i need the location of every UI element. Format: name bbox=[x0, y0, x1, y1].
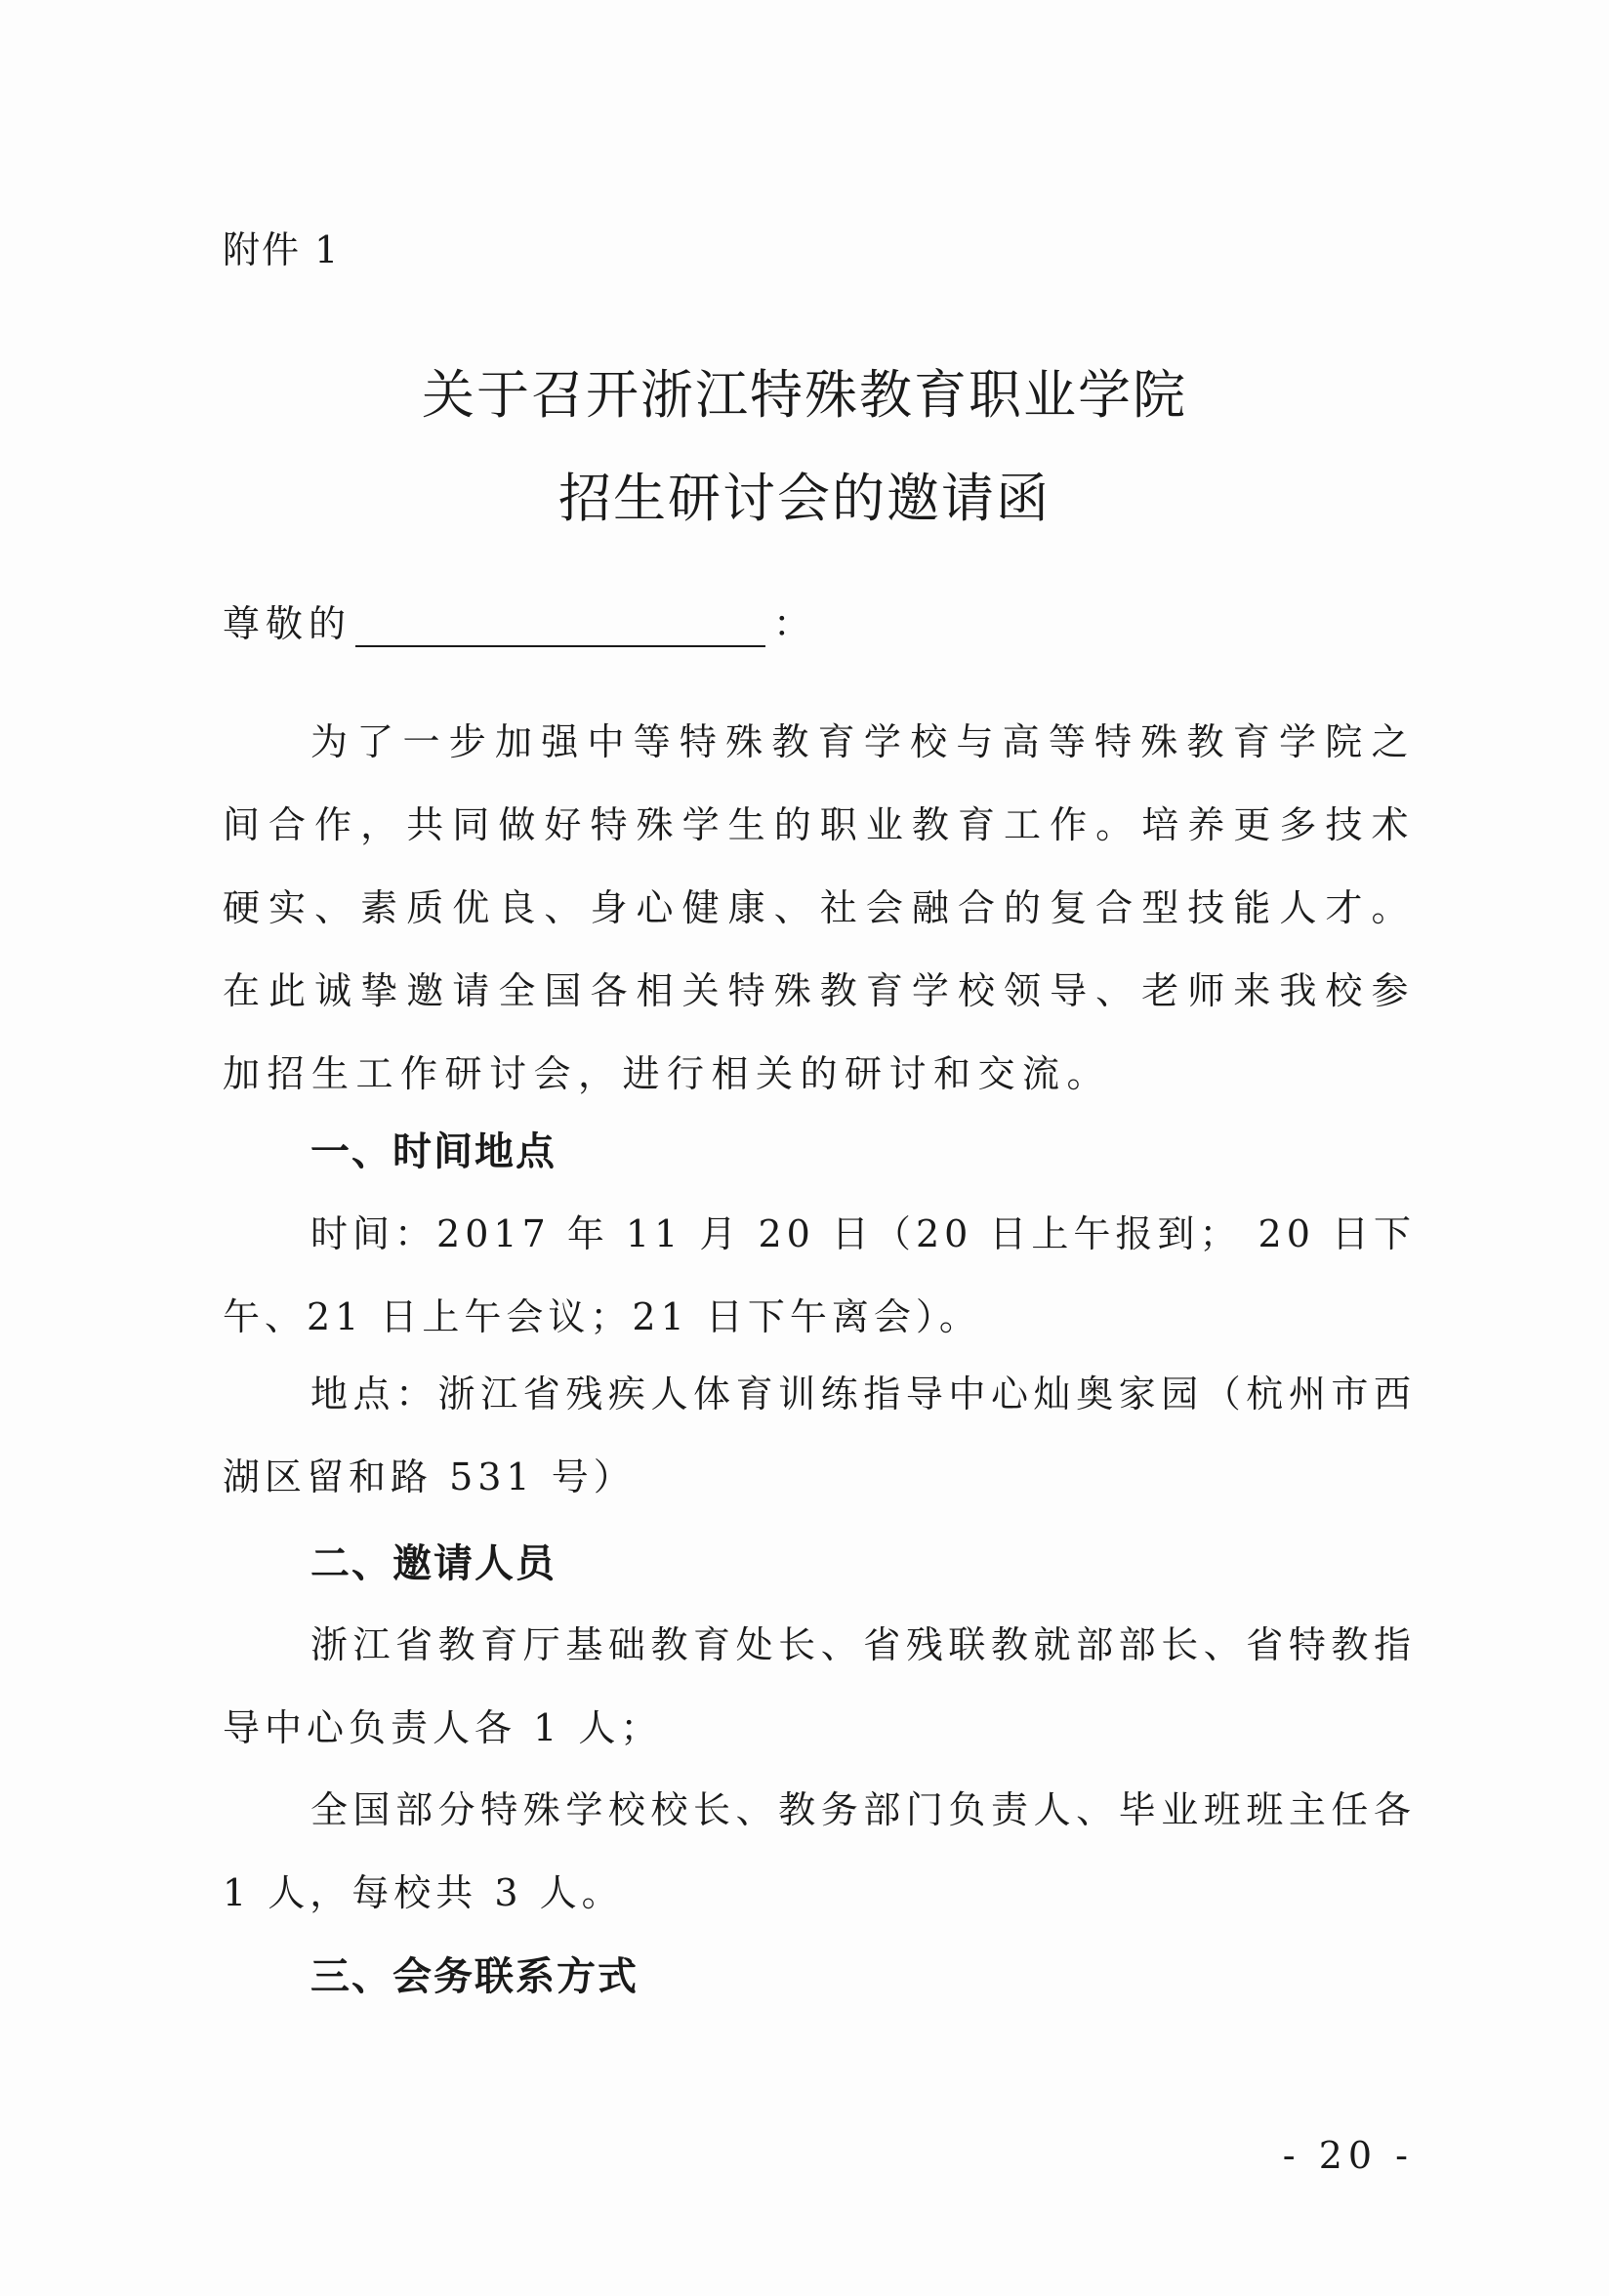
salutation-prefix: 尊敬的 bbox=[223, 602, 352, 645]
section-heading-time-place: 一、时间地点 bbox=[310, 1129, 557, 1174]
document-title-line-2: 招生研讨会的邀请函 bbox=[558, 468, 1051, 529]
meeting-time-text: 时间：2017 年 11 月 20 日（20 日上午报到； 20 日下午、21 日上午会议；21 日下午离会）。 bbox=[223, 1212, 1416, 1338]
attachment-label: 附件 1 bbox=[223, 228, 341, 271]
invitees-item-1: 浙江省教育厅基础教育处长、省残联教就部部长、省特教指导中心负责人各 1 人； bbox=[223, 1623, 1416, 1749]
page-number: - 20 - bbox=[1282, 2134, 1414, 2177]
section-heading-invitees: 二、邀请人员 bbox=[310, 1541, 557, 1586]
section-heading-contact: 三、会务联系方式 bbox=[310, 1954, 639, 1999]
meeting-place-text: 地点：浙江省残疾人体育训练指导中心灿奥家园（杭州市西湖区留和路 531 号） bbox=[223, 1373, 1416, 1498]
salutation-suffix: ： bbox=[773, 602, 817, 645]
salutation bbox=[223, 594, 816, 647]
invitees-item-2: 全国部分特殊学校校长、教务部门负责人、毕业班班主任各 1 人，每校共 3 人。 bbox=[223, 1788, 1416, 1914]
document-title-line-1: 关于召开浙江特殊教育职业学院 bbox=[422, 364, 1187, 426]
intro-paragraph: 为了一步加强中等特殊教育学校与高等特殊教育学院之间合作，共同做好特殊学生的职业教育工作。培养更多技术硬实、素质优良、身心健康、社会融合的复合型技能人才。在此诚挚邀请全国各相关特殊教育学校领导、老师来我校参加招生工作研讨会，进行相关的研讨和交流。 bbox=[223, 720, 1416, 1095]
recipient-blank-line bbox=[355, 604, 765, 647]
